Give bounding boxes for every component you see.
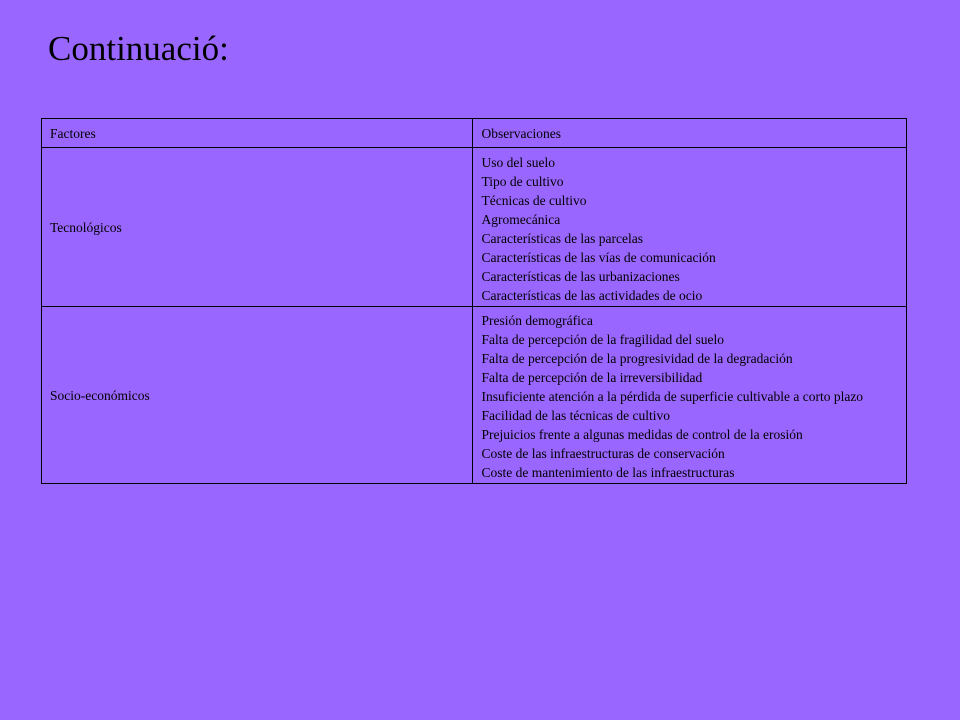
- table-header-row: [42, 119, 907, 148]
- observations-cell: [473, 148, 907, 307]
- header-factores: Factores: [42, 119, 473, 148]
- observation-item: Tipo de cultivo: [481, 174, 564, 189]
- observation-item: Coste de las infraestructuras de conservación: [481, 446, 725, 461]
- observation-item: Falta de percepción de la fragilidad del suelo: [481, 332, 725, 347]
- observation-item: Características de las actividades de ocio: [481, 288, 703, 303]
- observation-item: Características de las parcelas: [481, 231, 644, 246]
- observation-item: Técnicas de cultivo: [481, 193, 587, 208]
- observation-item: Insuficiente atención a la pérdida de superficie cultivable a corto plazo: [481, 389, 864, 404]
- factor-cell: Socio-económicos: [42, 307, 473, 484]
- observation-item: Prejuicios frente a algunas medidas de control de la erosión: [481, 427, 803, 442]
- factors-table: [41, 118, 907, 484]
- observation-item: Facilidad de las técnicas de cultivo: [481, 408, 671, 423]
- observation-item: Características de las vías de comunicación: [481, 250, 716, 265]
- header-observaciones: Observaciones: [473, 119, 907, 148]
- observation-item: Características de las urbanizaciones: [481, 269, 680, 284]
- observation-item: Falta de percepción de la irreversibilidad: [481, 370, 703, 385]
- observations-cell: [473, 307, 907, 484]
- table-row-tecnologicos: [42, 148, 907, 307]
- factor-cell: Tecnológicos: [42, 148, 473, 307]
- table-row-socioeconomicos: [42, 307, 907, 484]
- observation-item: Agromecánica: [481, 212, 561, 227]
- observation-item: Uso del suelo: [481, 155, 555, 170]
- slide-title: Continuació:: [48, 29, 229, 68]
- observation-item: Falta de percepción de la progresividad de la degradación: [481, 351, 793, 366]
- observation-item: Coste de mantenimiento de las infraestructuras: [481, 465, 735, 480]
- observation-item: Presión demográfica: [481, 313, 593, 328]
